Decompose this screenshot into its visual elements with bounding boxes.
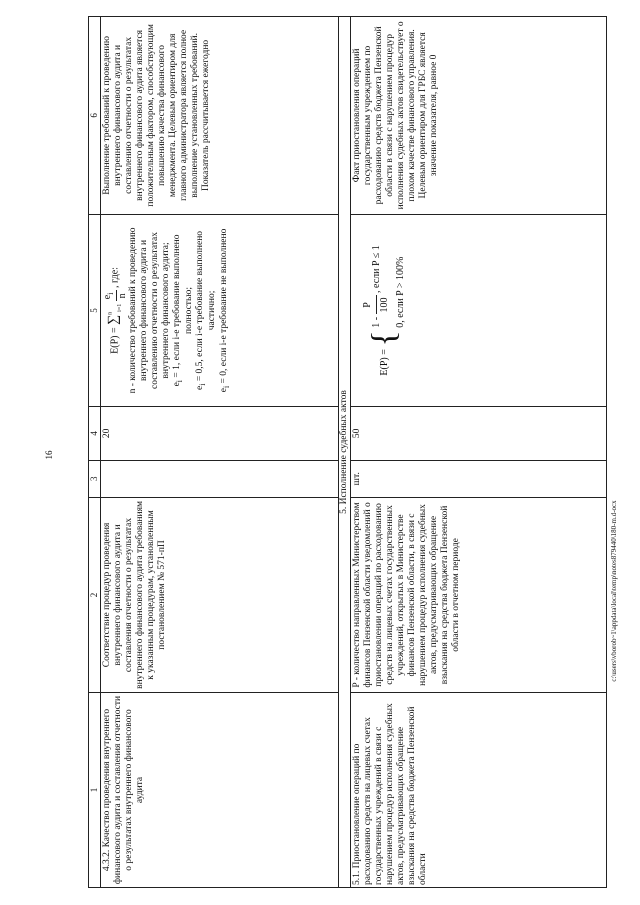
header-cell-3: 3 [89, 460, 101, 497]
header-cell-1: 1 [89, 692, 101, 887]
weight-cell: 50 [351, 407, 607, 460]
weight-cell: 20 [101, 407, 339, 460]
header-cell-5: 5 [89, 214, 101, 406]
numerator-sub: i [106, 292, 115, 295]
indicator-description: Соответствие процедур проведения внутреннего финансового аудита и составления отчетности о результатах внутреннего финансового аудита требованиям к указанным процедурам, установленным постановлением № 571-пП [101, 497, 339, 692]
case-1-condition: , если P ≤ 1 [370, 245, 382, 293]
numerator-e: e [102, 294, 113, 300]
e-symbol: e [172, 382, 183, 387]
case-1-denominator: 100 [379, 297, 391, 313]
e-symbol: e [195, 385, 206, 390]
footer-path [606, 500, 622, 682]
piecewise-formula [360, 217, 409, 404]
sum-bottom: i=1 [117, 303, 124, 312]
formula-explanation-e2 [195, 217, 218, 404]
formula-lhs: E(P) = [109, 327, 121, 354]
formula-lhs: E(P) = [378, 349, 390, 376]
formula-explanation-e1 [172, 217, 195, 404]
case-1-numerator: P [360, 295, 377, 314]
indicator-description: P - количество направленных Министерством финансов Пензенской области уведомлений о приостановлении операций по расходованию средств на лицевых счетах государственных учреждений, открытых в Министерстве финансов Пензенской области, в связи с нарушением процедур исполнения судебных актов, предусматривающих обращение взыскания на средства бюджета Пензенской области в отчетном периоде [351, 497, 607, 692]
page-number: 16 [44, 450, 54, 460]
comment-cell: Факт приостановления операций государственным учреждением по расходованию средств бюджета Пензенской области в связи с нарушением процедур исполнения судебных актов свидетельствует о плохом качестве финансового управления. Целевым ориентиром для ГРБС является значение показателя, равное 0 [351, 17, 607, 215]
indicator-name: 5.1. Приостановление операций по расходованию средств на лицевых счетах государственных учреждений в связи с нарушением процедур исполнения судебных актов, предусматривающих обращение взыскания на средства бюджета Пензенской области [351, 692, 607, 887]
header-cell-2: 2 [89, 497, 101, 692]
section-row [339, 17, 351, 888]
e-text-2: = 0,5, если i-е требование выполнено частично; [195, 230, 218, 384]
formula-explanation-e3 [219, 217, 231, 404]
case-1-fraction [360, 295, 393, 314]
formula-cell [101, 214, 339, 406]
table-row [351, 17, 607, 888]
fraction [102, 291, 128, 302]
formula [102, 217, 128, 404]
cases [360, 245, 409, 328]
sum-top: n [107, 311, 114, 315]
header-cell-6: 6 [89, 17, 101, 215]
indicator-name: 4.3.2. Качество проведения внутреннего финансового аудита и составления отчетности о результатах внутреннего финансового аудита [101, 692, 339, 887]
e-text-1: = 1, если i-е требование выполнено полностью; [172, 234, 195, 380]
brace: { [365, 330, 403, 347]
e-text-3: = 0, если i-е требование не выполнено [218, 228, 229, 386]
e-sub: i [221, 385, 231, 389]
formula-tail: , где: [109, 267, 121, 288]
e-sub: i [198, 383, 208, 386]
formula-cell [351, 214, 607, 406]
case-1-prefix: 1 - [370, 316, 382, 328]
formula-explanation-n: n - количество требований к проведению внутреннего финансового аудита и составлению отчетности о результатах внутреннего финансового аудита; [128, 227, 172, 394]
table-row [101, 17, 339, 888]
rotated-table-container [88, 16, 608, 888]
case-1 [360, 245, 393, 328]
unit-cell [101, 460, 339, 497]
header-row [89, 17, 101, 888]
header-cell-4: 4 [89, 407, 101, 460]
e-symbol: e [218, 388, 229, 393]
fraction-numerator [102, 291, 117, 302]
sum-sign: ∑$^n_{i=1}$ [106, 303, 124, 325]
indicator-table [88, 16, 607, 888]
fraction-denominator: n [116, 293, 128, 299]
unit-cell: шт. [351, 460, 607, 497]
e-sub: i [175, 379, 185, 383]
comment-cell: Выполнение требований к проведению внутреннего финансового аудита и составлению отчетности о результатах внутреннего финансового аудита является положительным фактором, способствующим повышению качества финансового менеджмента. Целевым ориентиром для главного администратора является полное выполнение установленных требований. Показатель рассчитывается ежегодно [101, 17, 339, 215]
case-2: 0, если P > 100% [395, 256, 407, 328]
section-title: 5. Исполнение судебных актов [339, 17, 351, 888]
footer-path-text: c:\users\vborob~1\appdata\local\temp\notes879440\180-m.d-ocx [610, 500, 618, 682]
